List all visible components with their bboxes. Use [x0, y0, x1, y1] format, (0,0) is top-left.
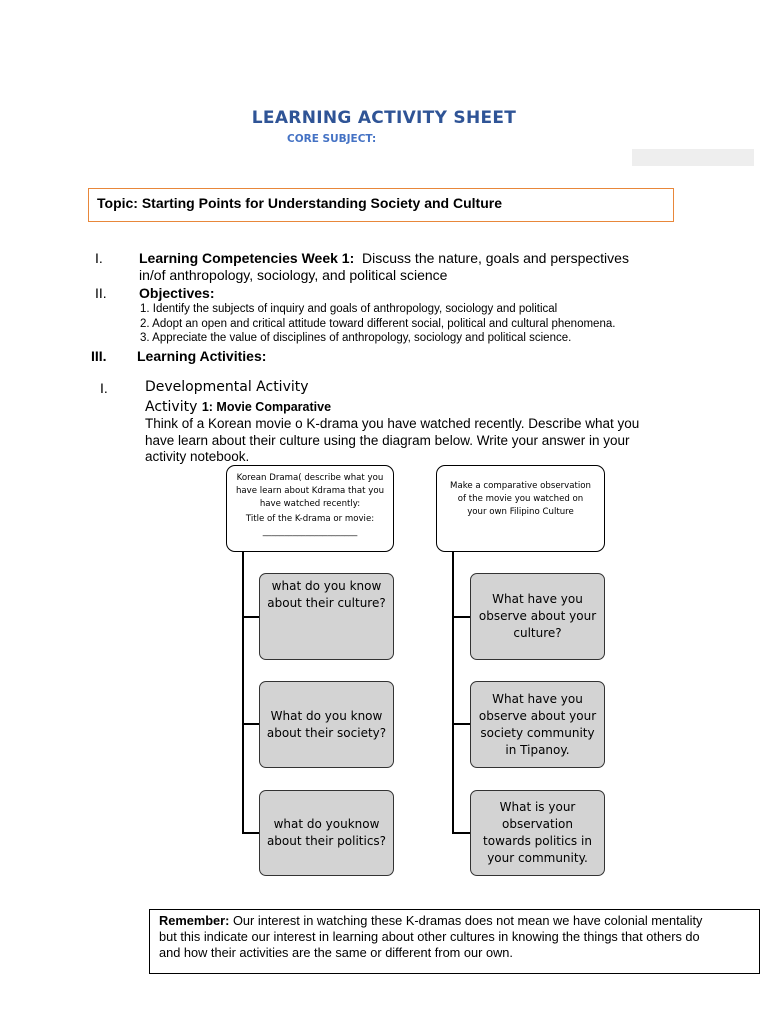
objectives-list [140, 302, 740, 346]
header-line: Korean Drama( describe what you [236, 473, 384, 483]
topic-text: Topic: Starting Points for Understanding Society and Culture [97, 195, 502, 211]
objectives-number: II. [95, 285, 107, 301]
remember-line-2: but this indicate our interest in learning about other cultures in knowing the things that others do [159, 929, 700, 944]
box-line: What have you [492, 592, 583, 606]
competencies-section [139, 250, 699, 284]
activity-name: 1: Movie Comparative [201, 400, 332, 414]
box-line: What do you know [270, 708, 383, 723]
header-line: your own Filipino Culture [467, 507, 574, 517]
developmental-number: I. [100, 380, 108, 396]
left-connector-2 [242, 723, 259, 725]
title-blank: ______________________ [262, 527, 358, 537]
box-line: your community. [487, 851, 588, 865]
box-line: observation [502, 817, 573, 831]
filipino-header-box [436, 465, 605, 552]
core-subject-label: CORE SUBJECT: [287, 133, 377, 145]
developmental-title: Developmental Activity [145, 379, 309, 395]
left-connector-vertical [242, 551, 244, 833]
box-line: culture? [513, 626, 562, 640]
politics-observation-box [470, 790, 605, 876]
left-connector-3 [242, 832, 259, 834]
objectives-label: Objectives: [139, 285, 215, 301]
objective-item: 3. Appreciate the value of disciplines of anthropology, sociology and political science. [140, 332, 572, 344]
left-connector-1 [242, 616, 259, 618]
sheet-title: LEARNING ACTIVITY SHEET [251, 108, 517, 128]
header-line: of the movie you watched on [457, 494, 584, 504]
box-line: society community [480, 725, 595, 740]
instruction-line: activity notebook. [145, 449, 250, 464]
box-line: about their culture? [267, 596, 386, 610]
header-line: have watched recently: [259, 499, 361, 509]
activities-number: III. [91, 348, 107, 364]
culture-observation-box [470, 573, 605, 660]
remember-line-1: Our interest in watching these K-dramas does not mean we have colonial mentality [229, 913, 703, 928]
core-subject-field [632, 149, 754, 166]
competencies-text-1: Discuss the nature, goals and perspectives [362, 250, 629, 266]
activities-label: Learning Activities: [137, 348, 267, 364]
right-connector-1 [452, 616, 470, 618]
society-observation-box [470, 681, 605, 768]
box-line: observe about your [478, 609, 597, 623]
remember-box [149, 909, 760, 974]
right-connector-3 [452, 832, 470, 834]
topic-box [88, 188, 674, 222]
box-line: what do you know [271, 579, 382, 593]
box-line: What have you [492, 691, 583, 706]
box-line: What is your [499, 800, 576, 814]
activity-heading [145, 398, 331, 416]
competencies-number: I. [95, 250, 103, 266]
society-question-box [259, 681, 394, 768]
box-line: about their society? [266, 725, 387, 740]
header-line: have learn about Kdrama that you [235, 486, 385, 496]
objective-item: 2. Adopt an open and critical attitude toward different social, political and cultural phenomena. [140, 317, 616, 330]
box-line: about their politics? [266, 834, 387, 848]
activity-instructions [145, 416, 705, 466]
remember-label: Remember: [159, 913, 230, 928]
objective-item: 1. Identify the subjects of inquiry and goals of anthropology, sociology and political [140, 303, 558, 315]
right-connector-vertical [452, 551, 454, 833]
instruction-line: Think of a Korean movie o K-drama you have watched recently. Describe what you [145, 416, 640, 431]
instruction-line: have learn about their culture using the diagram below. Write your answer in your [145, 432, 630, 448]
kdrama-header-box [226, 465, 394, 552]
box-line: what do youknow [273, 817, 380, 831]
remember-line-3: and how their activities are the same or different from our own. [159, 945, 513, 960]
competencies-label: Learning Competencies Week 1: [139, 250, 355, 266]
header-line: Title of the K-drama or movie: [245, 514, 375, 524]
box-line: towards politics in [483, 834, 592, 848]
box-line: observe about your [478, 708, 597, 723]
header-line: Make a comparative observation [450, 481, 591, 491]
culture-question-box [259, 573, 394, 660]
politics-question-box [259, 790, 394, 876]
right-connector-2 [452, 723, 470, 725]
box-line: in Tipanoy. [505, 742, 570, 757]
activity-prefix: Activity [145, 399, 202, 415]
competencies-text-2: in/of anthropology, sociology, and political science [139, 267, 448, 283]
